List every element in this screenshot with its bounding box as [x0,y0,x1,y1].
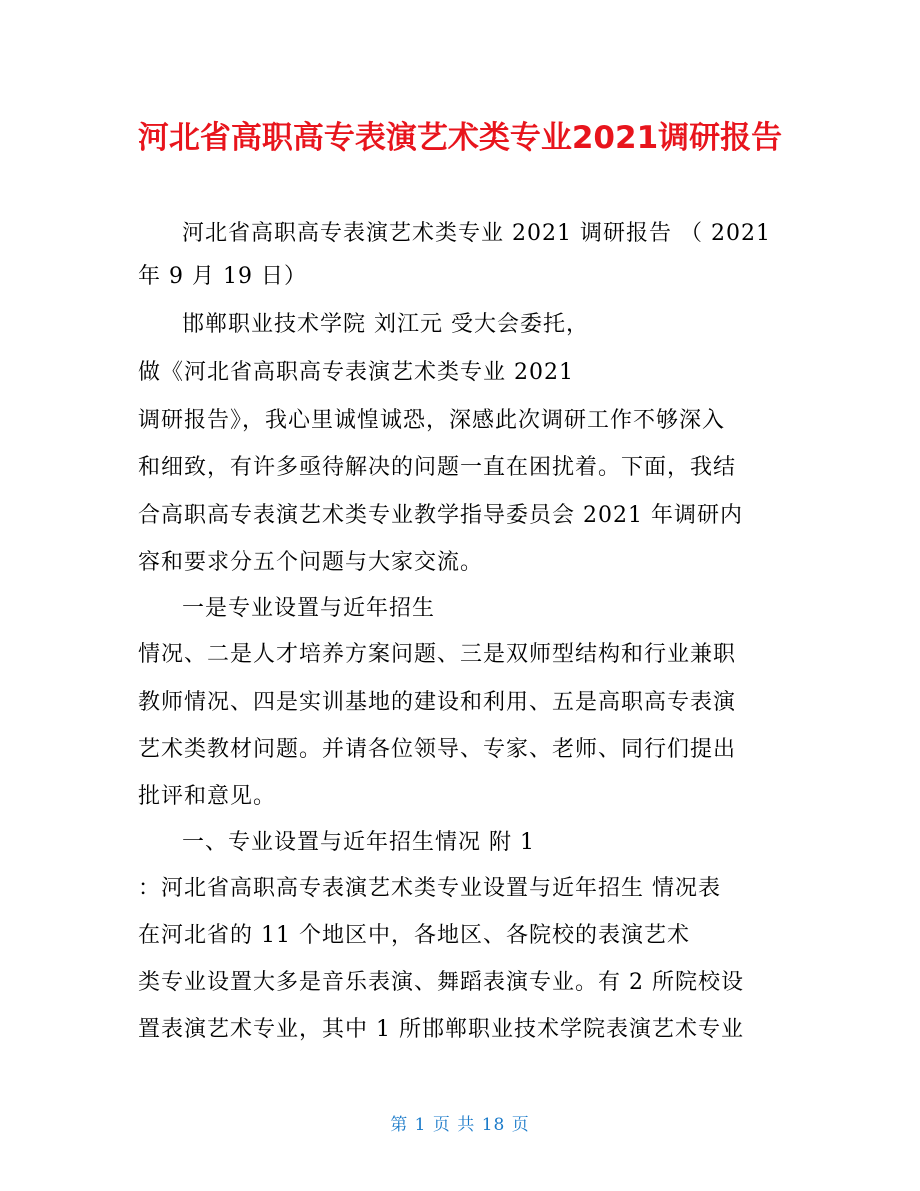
paragraph-line: 容和要求分五个问题与大家交流。 [138,550,484,575]
paragraph-line: 年 9 月 19 日） [138,264,307,289]
paragraph-line: 一、专业设置与近年招生情况 附 1 [182,830,535,855]
paragraph-line: 和细致，有许多亟待解决的问题一直在困扰着。下面，我结 [138,455,737,480]
paragraph-line: 调研报告》，我心里诚惶诚恐，深感此次调研工作不够深入 [138,408,726,433]
paragraph-line: 河北省高职高专表演艺术类专业 2021 调研报告 （ 2021 [182,221,771,246]
paragraph-line: 一是专业设置与近年招生 [182,596,436,621]
paragraph-line: 在河北省的 11 个地区中，各地区、各院校的表演艺术 [138,923,690,948]
paragraph-line: 合高职高专表演艺术类专业教学指导委员会 2021 年调研内 [138,503,743,528]
paragraph-line: 艺术类教材问题。并请各位领导、专家、老师、同行们提出 [138,737,737,762]
page-number-footer: 第 1 页 共 18 页 [390,1115,530,1135]
paragraph-line: ：河北省高职高专表演艺术类专业设置与近年招生 情况表 [138,876,721,901]
paragraph-line: 邯郸职业技术学院 刘江元 受大会委托， [182,312,589,337]
paragraph-line: 类专业设置大多是音乐表演、舞蹈表演专业。有 2 所院校设 [138,970,744,995]
paragraph-line: 情况、二是人才培养方案问题、三是双师型结构和行业兼职 [138,642,737,667]
document-title: 河北省高职高专表演艺术类专业2021调研报告 [137,120,783,156]
paragraph-line: 批评和意见。 [138,784,277,809]
paragraph-line: 做《河北省高职高专表演艺术类专业 2021 [138,360,574,385]
paragraph-line: 置表演艺术专业，其中 1 所邯郸职业技术学院表演艺术专业 [138,1017,744,1042]
paragraph-line: 教师情况、四是实训基地的建设和利用、五是高职高专表演 [138,690,737,715]
